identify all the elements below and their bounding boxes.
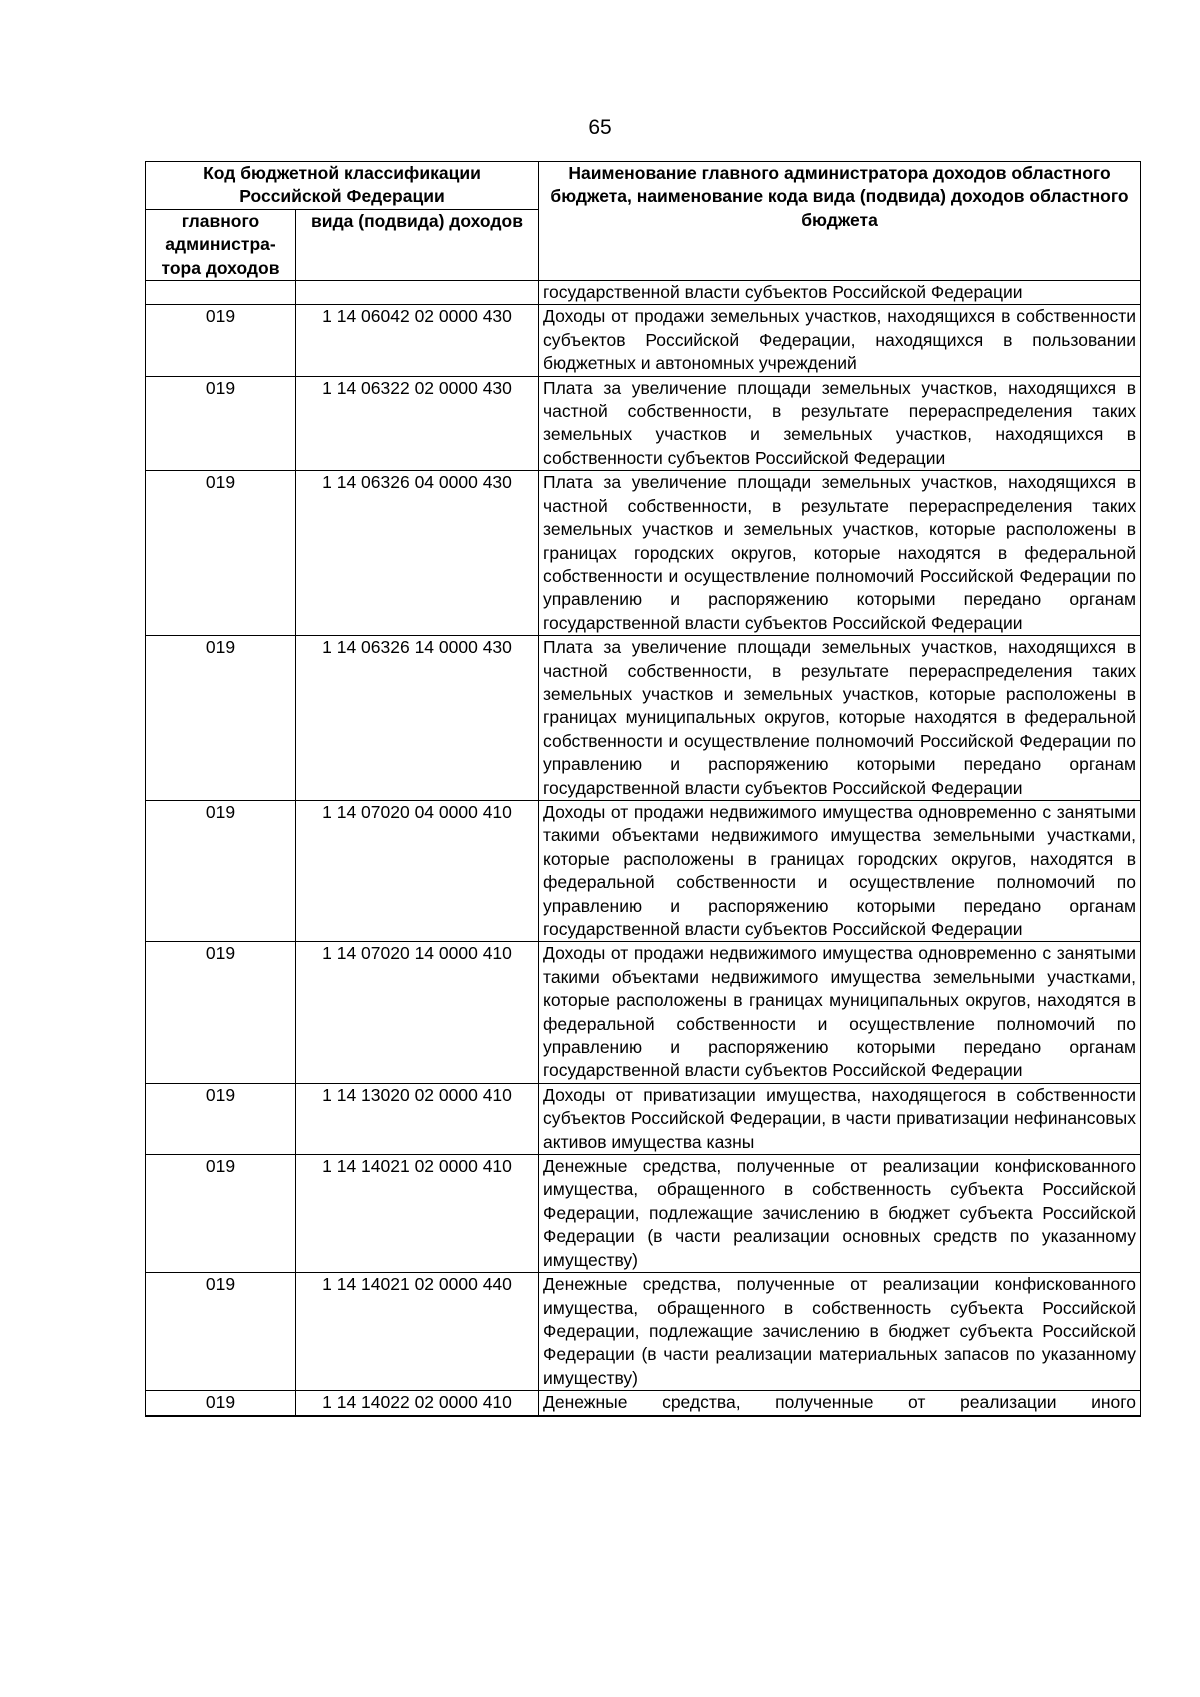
table-row-last	[146, 1391, 1141, 1416]
cell-code: 1 14 06042 02 0000 430	[296, 305, 539, 376]
cell-admin: 019	[146, 305, 296, 376]
table-body	[146, 281, 1141, 1391]
cell-code: 1 14 06322 02 0000 430	[296, 376, 539, 471]
cell-code: 1 14 07020 04 0000 410	[296, 800, 539, 941]
cell-admin: 019	[146, 1273, 296, 1391]
header-main-administrator: главного администра-тора доходов	[146, 209, 296, 280]
cell-admin	[146, 281, 296, 305]
cell-name: Доходы от продажи земельных участков, находящихся в собственности субъектов Российской Федерации, находящихся в пользовании бюджетных и автономных учреждений	[539, 305, 1141, 376]
cell-code: 1 14 06326 14 0000 430	[296, 636, 539, 801]
cell-name: Денежные средства, полученные от реализации конфискованного имущества, обращенного в собственность субъекта Российской Федерации, подлежащие зачислению в бюджет субъекта Российской Федерации (в части реализации материальных запасов по указанному имуществу)	[539, 1273, 1141, 1391]
header-administrator-name: Наименование главного администратора доходов областного бюджета, наименование кода вида (подвида) доходов областного бюджета	[539, 162, 1141, 281]
cell-name: Денежные средства, полученные от реализации конфискованного имущества, обращенного в собственность субъекта Российской Федерации, подлежащие зачислению в бюджет субъекта Российской Федерации (в части реализации основных средств по указанному имуществу)	[539, 1155, 1141, 1273]
table-row	[146, 1083, 1141, 1154]
cell-code: 1 14 07020 14 0000 410	[296, 942, 539, 1083]
cell-code: 1 14 14021 02 0000 440	[296, 1273, 539, 1391]
cell-name: Плата за увеличение площади земельных участков, находящихся в частной собственности, в результате перераспределения таких земельных участков и земельных участков, которые расположены в границах муниципальных округов, которые находятся в федеральной собственности и осуществление полномочий Российской Федерации по управлению и распоряжению которыми передано органам государственной власти субъектов Российской Федерации	[539, 636, 1141, 801]
table-row	[146, 1273, 1141, 1391]
cell-name: государственной власти субъектов Российской Федерации	[539, 281, 1141, 305]
budget-classification-table	[145, 161, 1141, 1417]
cell-name: Плата за увеличение площади земельных участков, находящихся в частной собственности, в результате перераспределения таких земельных участков и земельных участков, находящихся в собственности субъектов Российской Федерации	[539, 376, 1141, 471]
cell-name: Доходы от продажи недвижимого имущества одновременно с занятыми такими объектами недвижимого имущества земельными участками, которые расположены в границах муниципальных округов, находятся в федеральной собственности и осуществление полномочий по управлению и распоряжению которыми передано органам государственной власти субъектов Российской Федерации	[539, 942, 1141, 1083]
cell-code	[296, 281, 539, 305]
cell-admin: 019	[146, 376, 296, 471]
page-number: 65	[588, 116, 612, 139]
table-row	[146, 636, 1141, 801]
cell-admin: 019	[146, 800, 296, 941]
table-row	[146, 1155, 1141, 1273]
table-body-last	[146, 1391, 1141, 1416]
header-revenue-type: вида (подвида) доходов	[296, 209, 539, 280]
cell-admin: 019	[146, 942, 296, 1083]
cell-code: 1 14 14022 02 0000 410	[296, 1391, 539, 1416]
table-row	[146, 471, 1141, 636]
table-row-continuation	[146, 281, 1141, 305]
cell-admin: 019	[146, 1083, 296, 1154]
cell-code: 1 14 13020 02 0000 410	[296, 1083, 539, 1154]
cell-admin: 019	[146, 1155, 296, 1273]
cell-admin: 019	[146, 636, 296, 801]
cell-code: 1 14 06326 04 0000 430	[296, 471, 539, 636]
header-budget-code-group: Код бюджетной классификации Российской Федерации	[146, 162, 539, 210]
table-row	[146, 376, 1141, 471]
cell-admin: 019	[146, 1391, 296, 1416]
cell-name: Доходы от приватизации имущества, находящегося в собственности субъектов Российской Федерации, в части приватизации нефинансовых активов имущества казны	[539, 1083, 1141, 1154]
table-row	[146, 305, 1141, 376]
cell-admin: 019	[146, 471, 296, 636]
cell-name: Денежные средства, полученные от реализации иного	[539, 1391, 1141, 1416]
cell-name: Плата за увеличение площади земельных участков, находящихся в частной собственности, в результате перераспределения таких земельных участков и земельных участков, которые расположены в границах городских округов, которые находятся в федеральной собственности и осуществление полномочий Российской Федерации по управлению и распоряжению которыми передано органам государственной власти субъектов Российской Федерации	[539, 471, 1141, 636]
cell-code: 1 14 14021 02 0000 410	[296, 1155, 539, 1273]
table-row	[146, 942, 1141, 1083]
cell-name: Доходы от продажи недвижимого имущества одновременно с занятыми такими объектами недвижимого имущества земельными участками, которые расположены в границах городских округов, находятся в федеральной собственности и осуществление полномочий по управлению и распоряжению которыми передано органам государственной власти субъектов Российской Федерации	[539, 800, 1141, 941]
table-row	[146, 800, 1141, 941]
table-header	[146, 162, 1141, 281]
